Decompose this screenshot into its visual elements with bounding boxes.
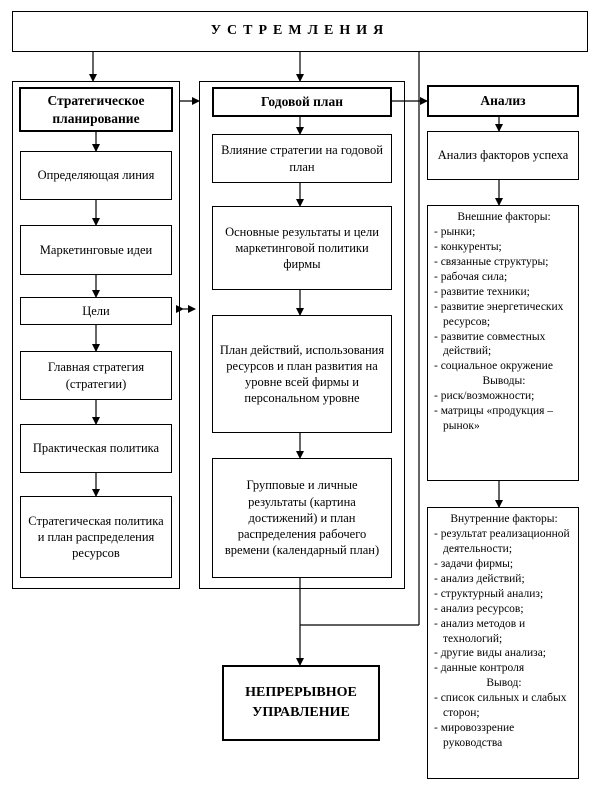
internal-factor-item: - анализ ресурсов; xyxy=(434,602,524,615)
external-factor-item: - конкуренты; xyxy=(434,240,502,253)
analysis-header-text: Анализ xyxy=(480,93,526,109)
internal-factor-item: - задачи фирмы; xyxy=(434,557,514,570)
annual-step-text: Влияние стратегии на годовой план xyxy=(221,143,383,174)
internal-factor-item: - результат реализационной деятельности; xyxy=(434,527,570,555)
annual-step-text: Основные результаты и цели маркетинговой политики фирмы xyxy=(225,224,379,272)
strategic-step-text: Определяющая линия xyxy=(37,168,155,183)
strategic-step-resource-plan xyxy=(20,496,172,578)
annual-step-text: План действий, использования ресурсов и план развития на уровне всей фирмы и персональном уровне xyxy=(219,342,385,406)
external-factor-item: - рабочая сила; xyxy=(434,270,508,283)
external-factor-item: - рынки; xyxy=(434,225,476,238)
title-box xyxy=(12,11,588,52)
internal-factor-item: - данные контроля xyxy=(434,662,525,675)
annual-header-text: Годовой план xyxy=(261,94,343,110)
internal-factor-item: - структурный анализ; xyxy=(434,587,544,600)
external-conclusion-item: - матрицы «продукция – рынок» xyxy=(434,405,554,433)
external-factor-item: - развитие совместных действий; xyxy=(434,330,546,358)
internal-conclusion-item: - список сильных и слабых сторон; xyxy=(434,692,567,720)
strategic-step-text: Стратегическая политика и план распределения ресурсов xyxy=(28,513,164,561)
external-factor-item: - социальное окружение xyxy=(434,360,553,373)
annual-step-group-results xyxy=(212,458,392,578)
annual-step-action-plan xyxy=(212,315,392,433)
analysis-header xyxy=(427,85,579,117)
annual-step-strategy-influence xyxy=(212,134,392,183)
analysis-success-text: Анализ факторов успеха xyxy=(437,148,569,163)
external-factors-title: Внешние факторы: xyxy=(457,211,551,223)
external-conclusion-item: - риск/возможности; xyxy=(434,390,535,403)
analysis-success-factors xyxy=(427,131,579,180)
internal-factor-item: - анализ методов и технологий; xyxy=(434,617,526,645)
external-factor-item: - развитие энергетических ресурсов; xyxy=(434,300,564,328)
strategic-step-marketing-ideas xyxy=(20,225,172,275)
internal-factor-item: - анализ действий; xyxy=(434,572,525,585)
internal-factors-title: Внутренние факторы: xyxy=(450,513,558,525)
external-factor-item: - развитие техники; xyxy=(434,285,530,298)
strategic-header xyxy=(19,87,173,132)
internal-conclusion-title: Вывод: xyxy=(486,677,522,690)
strategic-header-text: Стратегическое планирование xyxy=(47,92,145,126)
continuous-management-text: НЕПРЕРЫВНОЕ УПРАВЛЕНИЕ xyxy=(245,685,357,720)
external-factor-item: - связанные структуры; xyxy=(434,255,549,268)
title-text: УСТРЕМЛЕНИЯ xyxy=(210,23,390,39)
strategic-step-text: Практическая политика xyxy=(32,441,160,456)
annual-step-text: Групповые и личные результаты (картина достижений) и план распределения рабочего времени (календарный план) xyxy=(224,478,380,558)
strategic-step-main-strategy xyxy=(20,351,172,400)
external-factors-box xyxy=(427,205,579,481)
internal-conclusion-item: - мировоззрение руководства xyxy=(434,722,515,750)
strategic-step-text: Цели xyxy=(82,303,110,318)
strategic-step-text: Главная стратегия (стратегии) xyxy=(47,360,145,391)
strategic-step-goals xyxy=(20,297,172,325)
internal-factors-box xyxy=(427,507,579,779)
continuous-management-box xyxy=(222,665,380,741)
annual-header xyxy=(212,87,392,117)
external-conclusions-title: Выводы: xyxy=(482,375,526,388)
annual-step-main-results xyxy=(212,206,392,290)
strategic-step-practical-policy xyxy=(20,424,172,473)
strategic-step-defining-line xyxy=(20,151,172,200)
strategic-step-text: Маркетинговые идеи xyxy=(39,242,153,257)
internal-factor-item: - другие виды анализа; xyxy=(434,647,546,660)
